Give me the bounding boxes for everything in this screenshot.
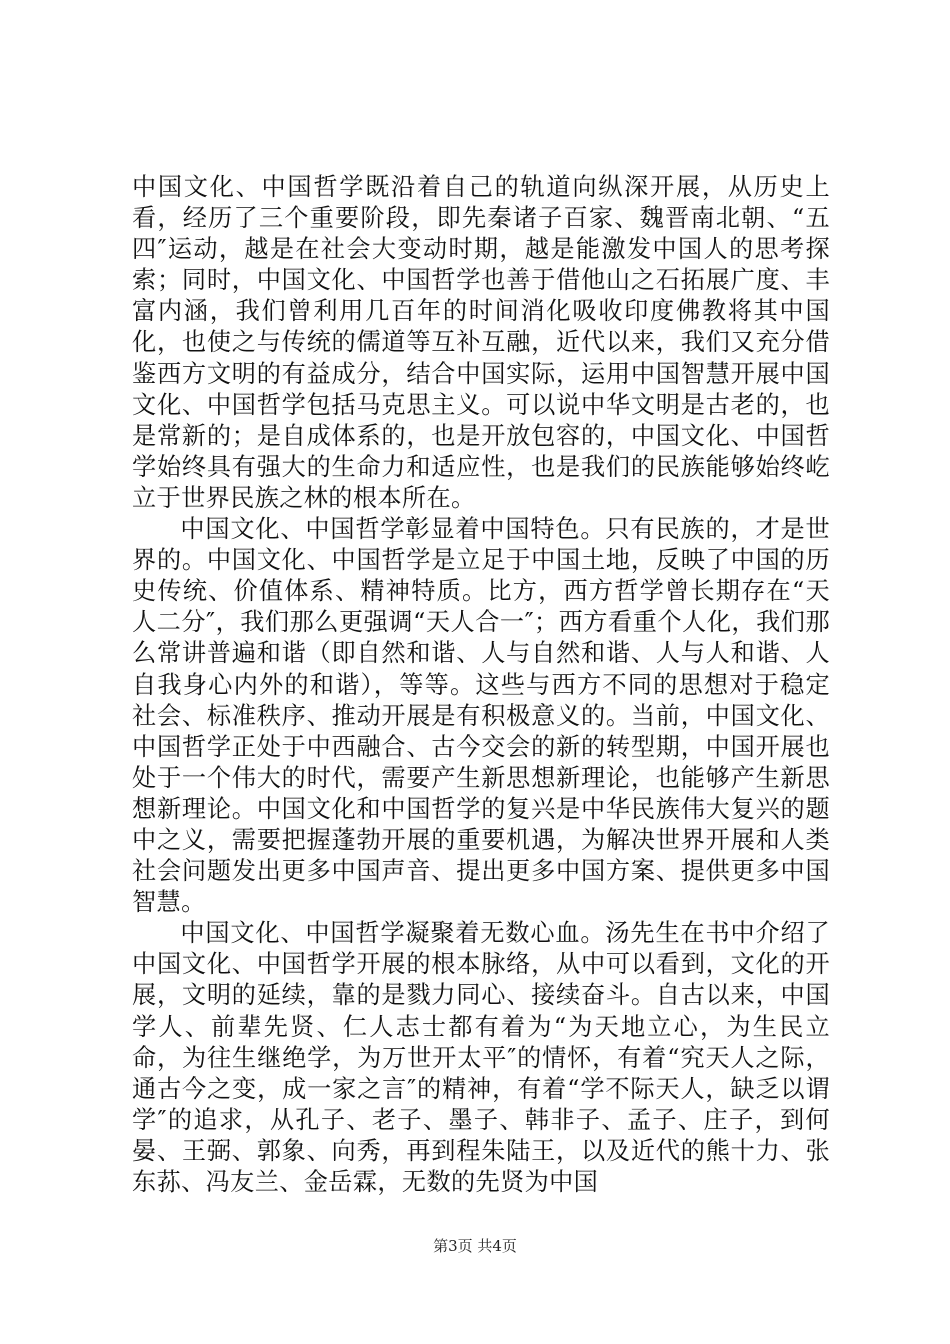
body-text	[132, 172, 830, 1198]
paragraph-continued: 中国文化、中国哲学既沿着自己的轨道向纵深开展，从历史上看，经历了三个重要阶段，即先秦诸子百家、魏晋南北朝、“五四″运动，越是在社会大变动时期，越是能激发中国人的思考探索；同时，中国文化、中国哲学也善于借他山之石拓展广度、丰富内涵，我们曾利用几百年的时间消化吸收印度佛教将其中国化，也使之与传统的儒道等互补互融，近代以来，我们又充分借鉴西方文明的有益成分，结合中国实际，运用中国智慧开展中国文化、中国哲学包括马克思主义。可以说中华文明是古老的，也是常新的；是自成体系的，也是开放包容的，中国文化、中国哲学始终具有强大的生命力和适应性，也是我们的民族能够始终屹立于世界民族之林的根本所在。	[132, 173, 830, 512]
paragraph-dedication: 中国文化、中国哲学凝聚着无数心血。汤先生在书中介绍了中国文化、中国哲学开展的根本脉络，从中可以看到，文化的开展，文明的延续，靠的是戮力同心、接续奋斗。自古以来，中国学人、前辈先贤、仁人志士都有着为“为天地立心，为生民立命，为往生继绝学，为万世开太平″的情怀，有着“究天人之际，通古今之变，成一家之言″的精神，有着“学不际天人，缺乏以谓学″的追求，从孔子、老子、墨子、韩非子、孟子、庄子，到何晏、王弼、郭象、向秀，再到程朱陆王，以及近代的熊十力、张东荪、冯友兰、金岳霖，无数的先贤为中国	[132, 919, 830, 1196]
paragraph-chinese-characteristics: 中国文化、中国哲学彰显着中国特色。只有民族的，才是世界的。中国文化、中国哲学是立足于中国土地，反映了中国的历史传统、价值体系、精神特质。比方，西方哲学曾长期存在“天人二分″，我们那么更强调“天人合一″；西方看重个人化，我们那么常讲普遍和谐（即自然和谐、人与自然和谐、人与人和谐、人自我身心内外的和谐），等等。这些与西方不同的思想对于稳定社会、标准秩序、推动开展是有积极意义的。当前，中国文化、中国哲学正处于中西融合、古今交会的新的转型期，中国开展也处于一个伟大的时代，需要产生新思想新理论，也能够产生新思想新理论。中国文化和中国哲学的复兴是中华民族伟大复兴的题中之义，需要把握蓬勃开展的重要机遇，为解决世界开展和人类社会问题发出更多中国声音、提出更多中国方案、提供更多中国智慧。	[132, 515, 830, 917]
page-number-footer: 第3页 共4页	[433, 1237, 517, 1255]
